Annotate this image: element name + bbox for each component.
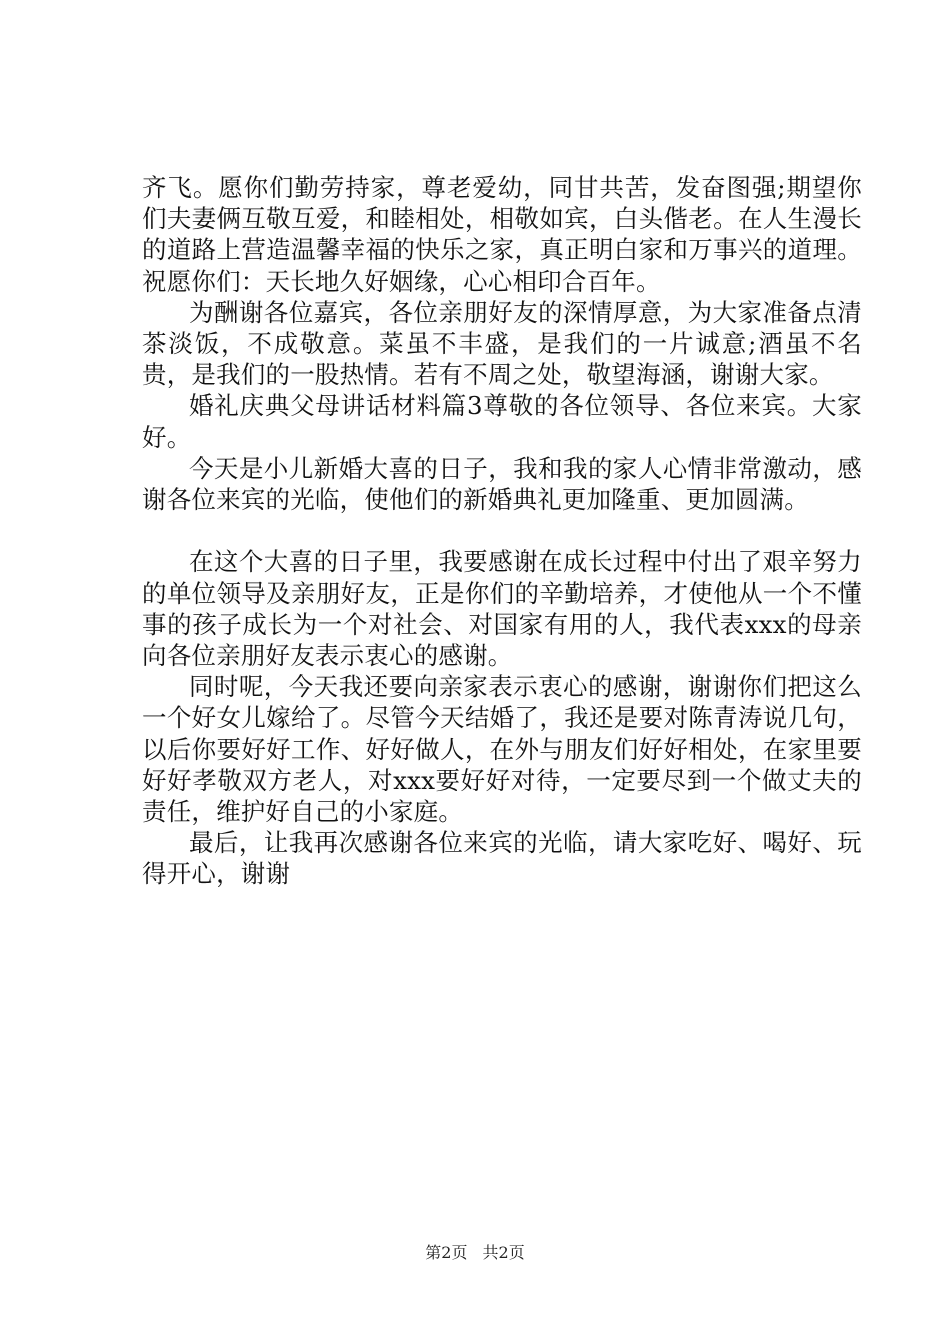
page-footer — [0, 1240, 950, 1263]
paragraph-thanks-guests: 为酬谢各位嘉宾，各位亲朋好友的深情厚意，为大家准备点清茶淡饭，不成敬意。菜虽不丰盛，是我们的一片诚意;酒虽不名贵，是我们的一股热情。若有不周之处，敬望海涵，谢谢大家。 — [142, 297, 862, 390]
paragraph-in-laws: 同时呢，今天我还要向亲家表示衷心的感谢，谢谢你们把这么一个好女儿嫁给了。尽管今天结婚了，我还是要对陈青涛说几句，以后你要好好工作、好好做人，在外与朋友们好好相处，在家里要好好孝敬双方老人，对xxx要好好对待，一定要尽到一个做丈夫的责任，维护好自己的小家庭。 — [142, 672, 862, 827]
paragraph-wedding-day: 今天是小儿新婚大喜的日子，我和我的家人心情非常激动，感谢各位来宾的光临，使他们的新婚典礼更加隆重、更加圆满。 — [142, 453, 862, 515]
paragraph-continuation: 齐飞。愿你们勤劳持家，尊老爱幼，同甘共苦，发奋图强;期望你们夫妻俩互敬互爱，和睦相处，相敬如宾，白头偕老。在人生漫长的道路上营造温馨幸福的快乐之家，真正明白家和万事兴的道理。祝愿你们：天长地久好姻缘，心心相印合百年。 — [142, 173, 862, 296]
paragraph-gratitude: 在这个大喜的日子里，我要感谢在成长过程中付出了艰辛努力的单位领导及亲朋好友，正是你们的辛勤培养，才使他从一个不懂事的孩子成长为一个对社会、对国家有用的人，我代表xxx的母亲向各位亲朋好友表示衷心的感谢。 — [142, 547, 862, 671]
paragraph-spacer — [142, 515, 862, 546]
page-total: 共2页 — [482, 1243, 525, 1262]
paragraph-section-heading: 婚礼庆典父母讲话材料篇3尊敬的各位领导、各位来宾。大家好。 — [142, 391, 862, 452]
document-body — [142, 172, 862, 890]
page-number: 第2页 — [425, 1243, 468, 1262]
paragraph-closing: 最后，让我再次感谢各位来宾的光临，请大家吃好、喝好、玩得开心，谢谢 — [142, 828, 862, 889]
